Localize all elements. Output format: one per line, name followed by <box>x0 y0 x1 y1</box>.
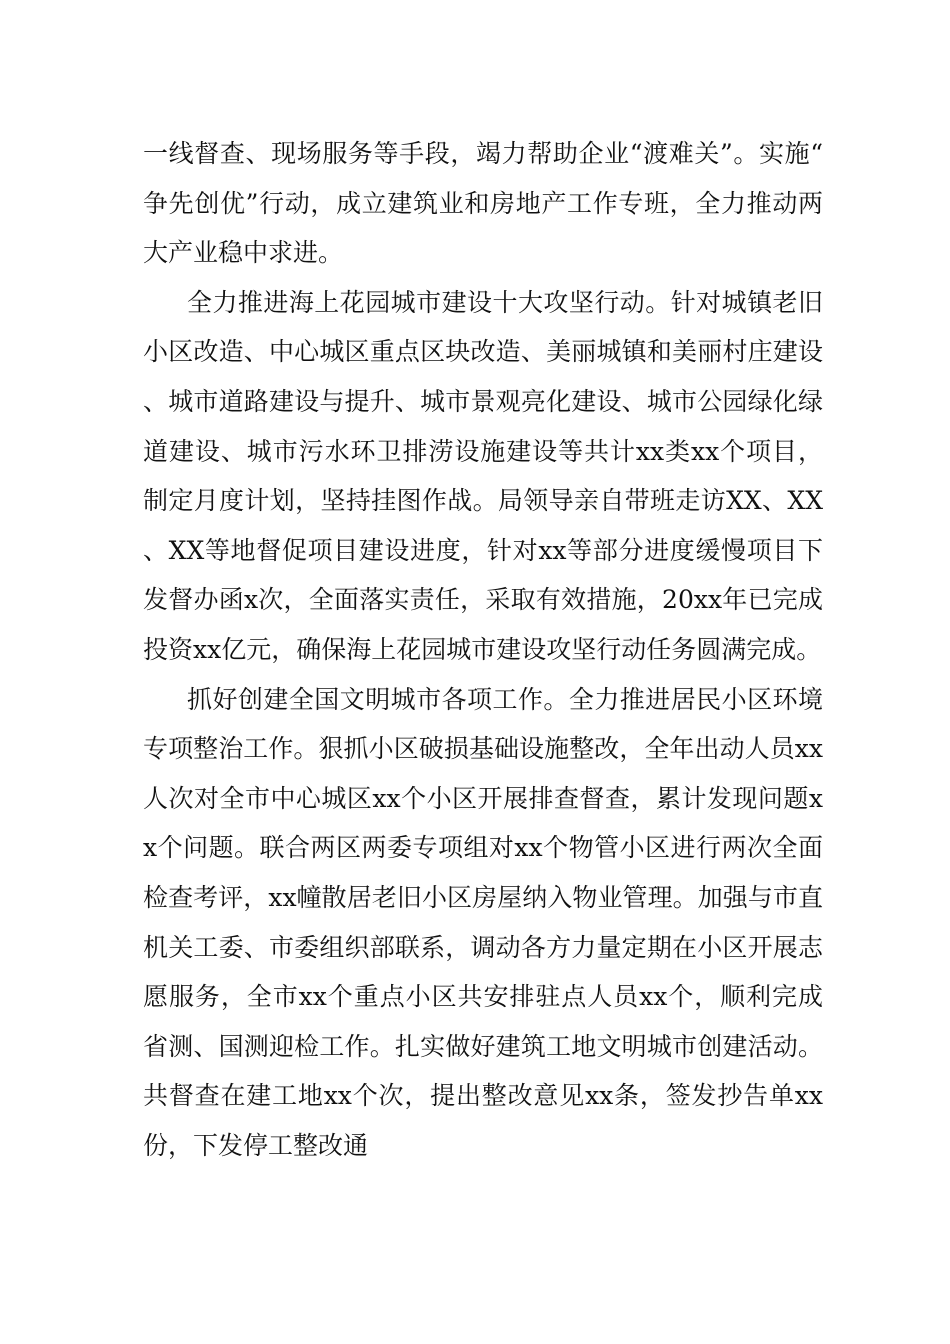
paragraph-garden-city-campaign: 全力推进海上花园城市建设十大攻坚行动。针对城镇老旧小区改造、中心城区重点区块改造、美丽城镇和美丽村庄建设、城市道路建设与提升、城市景观亮化建设、城市公园绿化绿道建设、城市污水环卫排涝设施建设等共计xx类xx个项目，制定月度计划，坚持挂图作战。局领导亲自带班走访XX、XX、XX等地督促项目建设进度，针对xx等部分进度缓慢项目下发督办函x次，全面落实责任，采取有效措施，20xx年已完成投资xx亿元，确保海上花园城市建设攻坚行动任务圆满完成。 <box>143 287 823 664</box>
paragraph-civilized-city: 抓好创建全国文明城市各项工作。全力推进居民小区环境专项整治工作。狠抓小区破损基础设施整改，全年出动人员xx人次对全市中心城区xx个小区开展排查督查，累计发现问题xx个问题。联合两区两委专项组对xx个物管小区进行两次全面检查考评，xx幢散居老旧小区房屋纳入物业管理。加强与市直机关工委、市委组织部联系，调动各方力量定期在小区开展志愿服务，全市xx个重点小区共安排驻点人员xx个，顺利完成省测、国测迎检工作。扎实做好建筑工地文明城市创建活动。共督查在建工地xx个次，提出整改意见xx条，签发抄告单xx份，下发停工整改通 <box>143 684 823 1160</box>
paragraph-continuation: 一线督查、现场服务等手段，竭力帮助企业“渡难关”。实施“争先创优”行动，成立建筑业和房地产工作专班，全力推动两大产业稳中求进。 <box>143 139 823 268</box>
document-body <box>143 129 823 1170</box>
